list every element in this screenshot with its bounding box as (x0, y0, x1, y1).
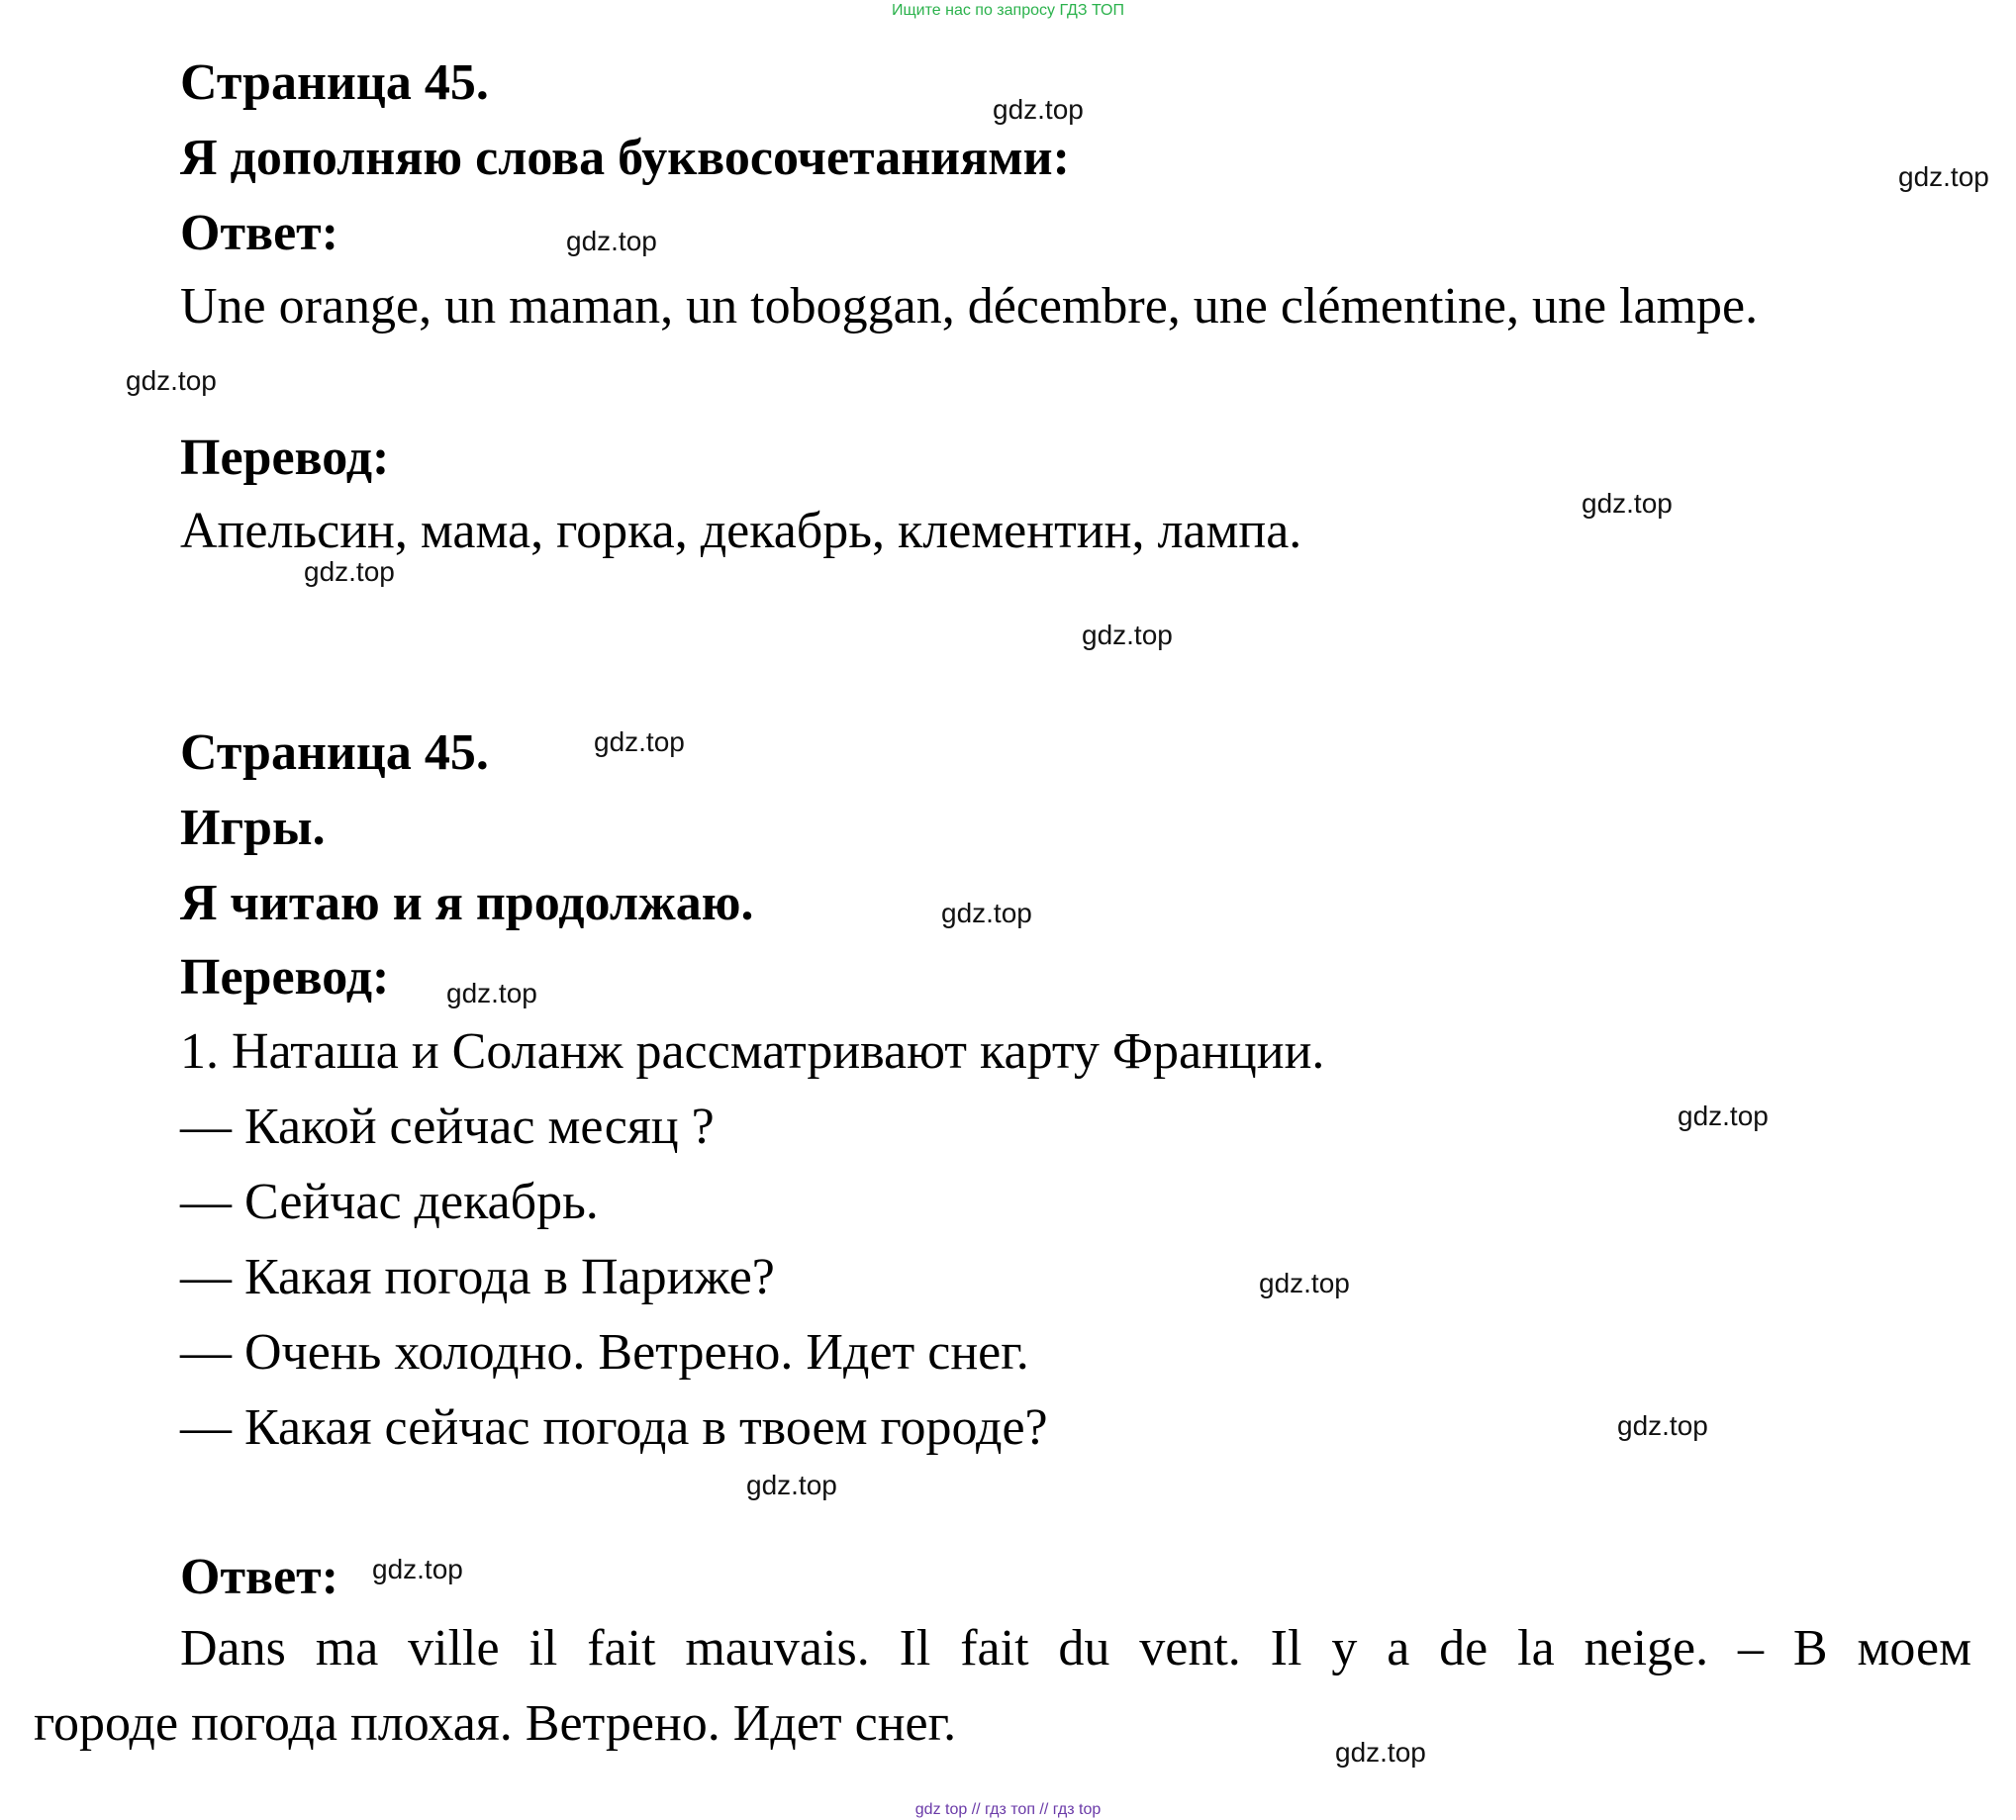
dialogue-line: — Какая сейчас погода в твоем городе? (180, 1399, 1048, 1456)
watermark: gdz.top (1678, 1101, 1769, 1131)
dialogue-line: — Очень холодно. Ветрено. Идет снег. (180, 1324, 1029, 1381)
dialogue-line: — Какой сейчас месяц ? (180, 1099, 715, 1155)
watermark: gdz.top (1082, 620, 1173, 650)
footer-note: gdz top // гдз топ // гдз top (914, 1801, 1102, 1818)
translation-label: Перевод: (180, 430, 390, 486)
translation-label-2: Перевод: (180, 949, 390, 1006)
answer-line-2: городе погода плохая. Ветрено. Идет снег. (34, 1695, 957, 1752)
watermark: gdz.top (941, 898, 1032, 928)
task-heading-2: Я читаю и я продолжаю. (180, 875, 754, 931)
page-title: Страница 45. (180, 54, 489, 111)
task-heading: Я дополняю слова буквосочетаниями: (180, 130, 1070, 186)
answer-text: Une orange, un maman, un toboggan, décembre, une clémentine, une lampe. (180, 278, 1759, 335)
dialogue-line: — Сейчас декабрь. (180, 1174, 599, 1230)
answer-line-1: Dans ma ville il fait mauvais. Il fait du vent. Il y a de la neige. – В моем (180, 1620, 1971, 1676)
watermark: gdz.top (1582, 488, 1673, 519)
watermark: gdz.top (1898, 161, 1989, 192)
translation-text: Апельсин, мама, горка, декабрь, клементин, лампа. (180, 503, 1302, 559)
watermark: gdz.top (746, 1470, 837, 1500)
header-note: Ищите нас по запросу ГДЗ ТОП (892, 2, 1124, 19)
dialogue-line: — Какая погода в Париже? (180, 1249, 775, 1305)
watermark: gdz.top (566, 226, 657, 256)
answer-label: Ответ: (180, 205, 339, 261)
watermark: gdz.top (1335, 1737, 1426, 1768)
watermark: gdz.top (372, 1554, 463, 1584)
answer-paragraph (34, 1611, 1971, 1762)
dialogue-line: 1. Наташа и Соланж рассматривают карту Франции. (180, 1023, 1325, 1080)
watermark: gdz.top (594, 726, 685, 757)
watermark: gdz.top (993, 94, 1084, 125)
subtitle: Игры. (180, 800, 326, 856)
watermark: gdz.top (126, 365, 217, 396)
answer-label-2: Ответ: (180, 1549, 339, 1605)
watermark: gdz.top (304, 556, 395, 587)
watermark: gdz.top (446, 978, 537, 1008)
watermark: gdz.top (1259, 1268, 1350, 1298)
page-title-2: Страница 45. (180, 724, 489, 781)
watermark: gdz.top (1617, 1410, 1708, 1441)
